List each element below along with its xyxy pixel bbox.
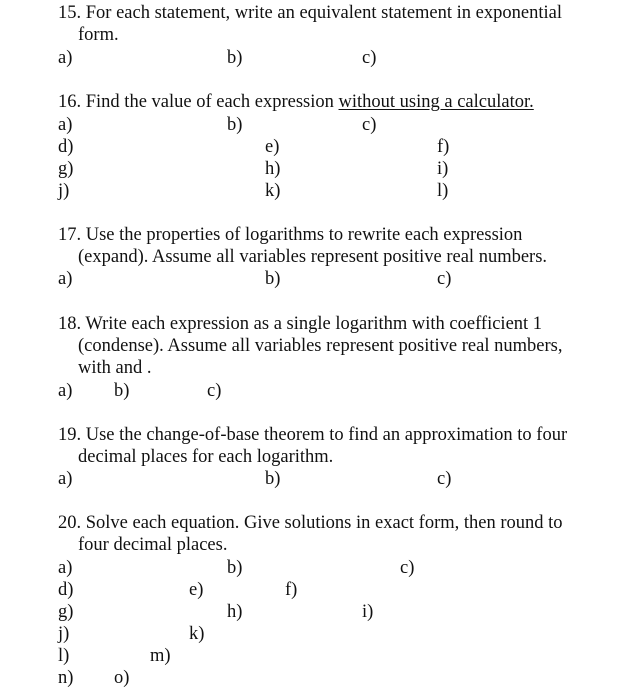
q17-line2: (expand). Assume all variables represent positive real numbers. [78, 247, 548, 267]
q18-label-a: a) [58, 381, 73, 401]
q20-label-n: n) [58, 668, 74, 688]
q20-label-d: d) [58, 580, 74, 600]
q16-label-a: a) [58, 115, 73, 135]
q17-label-b: b) [265, 269, 281, 289]
q20-label-l: l) [58, 646, 70, 666]
q16-label-f: f) [437, 137, 450, 157]
q18-label-c: c) [207, 381, 222, 401]
q17-label-a: a) [58, 269, 73, 289]
q19-line1: 19. Use the change-of-base theorem to find an approximation to four [58, 425, 568, 445]
q17-label-c: c) [437, 269, 452, 289]
q20-label-h: h) [227, 602, 243, 622]
q16-label-i: i) [437, 159, 449, 179]
q16-label-d: d) [58, 137, 74, 157]
q20-label-c: c) [400, 558, 415, 578]
q20-label-f: f) [285, 580, 298, 600]
q16-label-b: b) [227, 115, 243, 135]
q19-label-b: b) [265, 469, 281, 489]
q15-label-c: c) [362, 48, 377, 68]
q16-emphasis: without using a calculator. [338, 92, 534, 112]
q16-label-j: j) [58, 181, 70, 201]
q19-label-a: a) [58, 469, 73, 489]
q20-label-j: j) [58, 624, 70, 644]
q20-label-a: a) [58, 558, 73, 578]
q20-line2: four decimal places. [78, 535, 228, 555]
q16-label-k: k) [265, 181, 281, 201]
q20-label-e: e) [189, 580, 204, 600]
q16-heading [58, 91, 534, 113]
q15-label-b: b) [227, 48, 243, 68]
q19-line2: decimal places for each logarithm. [78, 447, 334, 467]
q20-label-o: o) [114, 668, 130, 688]
q20-label-i: i) [362, 602, 374, 622]
q16-label-c: c) [362, 115, 377, 135]
q18-line1: 18. Write each expression as a single logarithm with coefficient 1 [58, 314, 543, 334]
q20-label-g: g) [58, 602, 74, 622]
q19-label-c: c) [437, 469, 452, 489]
q18-line3: with and . [78, 358, 152, 378]
q15-line1: 15. For each statement, write an equivalent statement in exponential [58, 3, 562, 23]
q16-label-e: e) [265, 137, 280, 157]
q16-label-h: h) [265, 159, 281, 179]
q15-label-a: a) [58, 48, 73, 68]
q17-line1: 17. Use the properties of logarithms to rewrite each expression [58, 225, 523, 245]
q16-label-g: g) [58, 159, 74, 179]
q20-label-b: b) [227, 558, 243, 578]
q18-line2: (condense). Assume all variables represent positive real numbers, [78, 336, 563, 356]
q16-prefix: 16. Find the value of each expression [58, 92, 339, 112]
q20-line1: 20. Solve each equation. Give solutions in exact form, then round to [58, 513, 563, 533]
q15-line2: form. [78, 25, 119, 45]
q18-label-b: b) [114, 381, 130, 401]
q20-label-k: k) [189, 624, 205, 644]
q16-label-l: l) [437, 181, 449, 201]
q20-label-m: m) [150, 646, 171, 666]
